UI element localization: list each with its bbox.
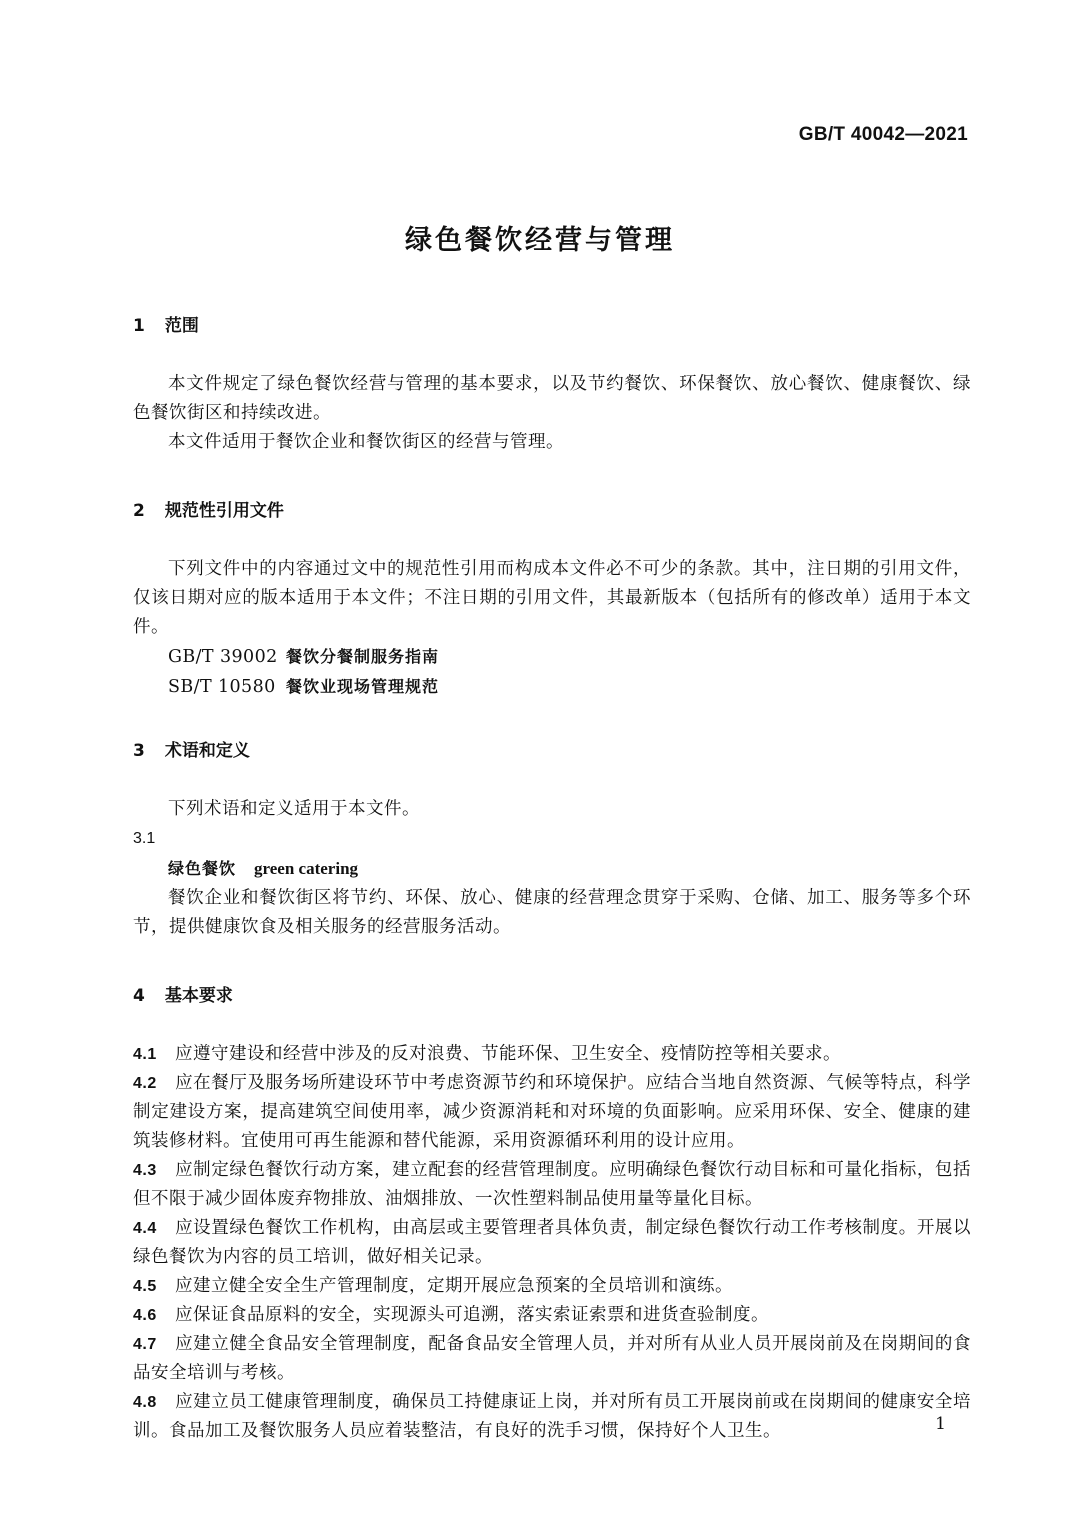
clause-number: 4.5 (133, 1278, 157, 1295)
clause-text: 应设置绿色餐饮工作机构，由高层或主要管理者具体负责，制定绿色餐饮行动工作考核制度。开展以绿色餐饮为内容的员工培训，做好相关记录。 (133, 1218, 971, 1267)
clause-text: 应建立员工健康管理制度，确保员工持健康证上岗，并对所有员工开展岗前或在岗期间的健康安全培训。食品加工及餐饮服务人员应着装整洁，有良好的洗手习惯，保持好个人卫生。 (133, 1392, 971, 1441)
reference-title: 餐饮分餐制服务指南 (286, 647, 440, 666)
clause-4-1 (133, 1040, 971, 1069)
clause-number: 4.3 (133, 1162, 157, 1179)
section-number: 2 (133, 501, 145, 521)
section-number: 1 (133, 316, 145, 336)
term-english: green catering (254, 859, 359, 878)
reference-title: 餐饮业现场管理规范 (286, 677, 440, 696)
clause-text: 应建立健全安全生产管理制度，定期开展应急预案的全员培训和演练。 (175, 1276, 733, 1296)
section-title: 范围 (164, 316, 199, 336)
page-number: 1 (935, 1414, 946, 1434)
normative-reference (133, 642, 971, 672)
reference-code: GB/T 39002 (168, 647, 278, 667)
term-chinese: 绿色餐饮 (168, 859, 237, 878)
term-definition: 餐饮企业和餐饮街区将节约、环保、放心、健康的经营理念贯穿于采购、仓储、加工、服务等多个环节，提供健康饮食及相关服务的经营服务活动。 (133, 888, 971, 937)
section-2-heading (133, 497, 971, 525)
normative-reference (133, 672, 971, 702)
clause-number: 4.1 (133, 1046, 157, 1063)
clause-number: 4.4 (133, 1220, 157, 1237)
clause-4-6 (133, 1301, 971, 1330)
term-entry (133, 854, 971, 884)
paragraph: 下列文件中的内容通过文中的规范性引用而构成本文件必不可少的条款。其中，注日期的引用文件，仅该日期对应的版本适用于本文件；不注日期的引用文件，其最新版本（包括所有的修改单）适用于本文件。 (133, 559, 971, 637)
clause-text: 应在餐厅及服务场所建设环节中考虑资源节约和环境保护。应结合当地自然资源、气候等特点，科学制定建设方案，提高建筑空间使用率，减少资源消耗和对环境的负面影响。应采用环保、安全、健康的建筑装修材料。宜使用可再生能源和替代能源，采用资源循环利用的设计应用。 (133, 1073, 971, 1151)
clause-4-2 (133, 1069, 971, 1156)
section-number: 4 (133, 986, 145, 1006)
clause-4-4 (133, 1214, 971, 1272)
standard-number: GB/T 40042—2021 (798, 124, 968, 145)
clause-text: 应遵守建设和经营中涉及的反对浪费、节能环保、卫生安全、疫情防控等相关要求。 (175, 1044, 841, 1064)
clause-4-5 (133, 1272, 971, 1301)
document-title: 绿色餐饮经营与管理 (405, 225, 675, 256)
section-title: 规范性引用文件 (164, 501, 284, 521)
section-title: 术语和定义 (164, 741, 250, 761)
section-title: 基本要求 (164, 986, 233, 1006)
paragraph: 本文件适用于餐饮企业和餐饮街区的经营与管理。 (168, 432, 564, 452)
clause-number: 4.6 (133, 1307, 157, 1324)
section-4-heading (133, 982, 971, 1010)
section-number: 3 (133, 741, 145, 761)
document-body (133, 312, 971, 1446)
reference-code: SB/T 10580 (168, 677, 276, 697)
clause-text: 应制定绿色餐饮行动方案，建立配套的经营管理制度。应明确绿色餐饮行动目标和可量化指标，包括但不限于减少固体废弃物排放、油烟排放、一次性塑料制品使用量等量化目标。 (133, 1160, 971, 1209)
clause-number: 4.7 (133, 1336, 157, 1353)
clause-4-7 (133, 1330, 971, 1388)
clause-4-3 (133, 1156, 971, 1214)
clause-number: 4.2 (133, 1075, 157, 1092)
section-1-heading (133, 312, 971, 340)
section-3-heading (133, 737, 971, 765)
clause-text: 应保证食品原料的安全，实现源头可追溯，落实索证索票和进货查验制度。 (175, 1305, 769, 1325)
paragraph: 本文件规定了绿色餐饮经营与管理的基本要求，以及节约餐饮、环保餐饮、放心餐饮、健康餐饮、绿色餐饮街区和持续改进。 (133, 374, 971, 423)
clause-number: 4.8 (133, 1394, 157, 1411)
paragraph: 下列术语和定义适用于本文件。 (168, 799, 420, 819)
term-number: 3.1 (133, 830, 156, 847)
clause-text: 应建立健全食品安全管理制度，配备食品安全管理人员，并对所有从业人员开展岗前及在岗期间的食品安全培训与考核。 (133, 1334, 971, 1383)
clause-4-8 (133, 1388, 971, 1446)
